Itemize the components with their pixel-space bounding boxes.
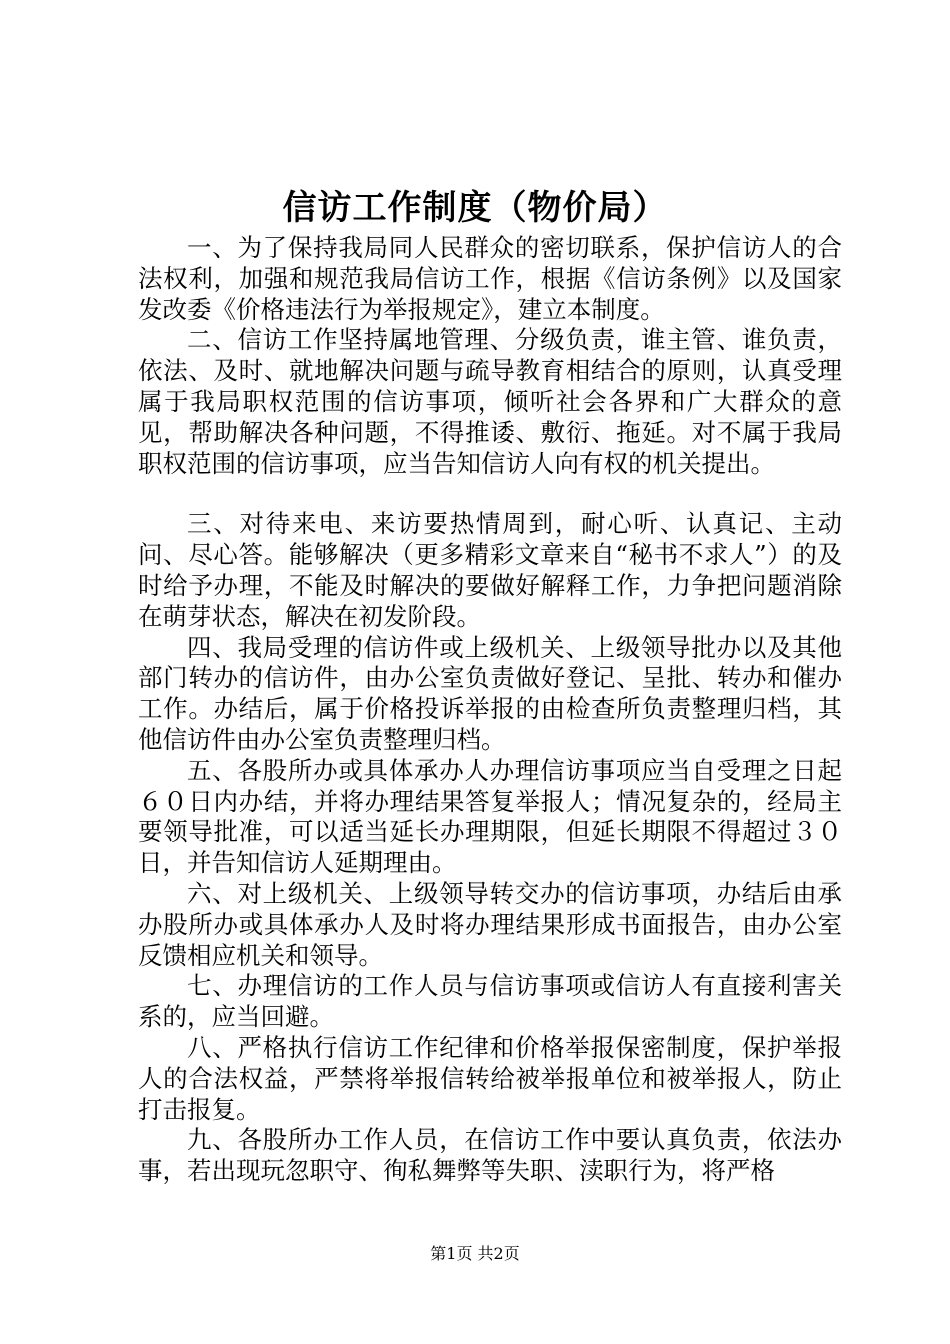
page-footer: 第1页 共2页 <box>430 1244 520 1263</box>
paragraph-4: 四、我局受理的信访件或上级机关、上级领导批办以及其他部门转办的信访件，由办公室负责做好登记、呈批、转办和催办工作。办结后，属于价格投诉举报的由检查所负责整理归档，其他信访件由办公室负责整理归档。 <box>138 632 842 754</box>
paragraph-1: 一、为了保持我局同人民群众的密切联系，保护信访人的合法权利，加强和规范我局信访工作，根据《信访条例》以及国家发改委《价格违法行为举报规定》，建立本制度。 <box>138 233 842 324</box>
paragraph-5: 五、各股所办或具体承办人办理信访事项应当自受理之日起６０日内办结，并将办理结果答复举报人；情况复杂的，经局主要领导批准，可以适当延长办理期限，但延长期限不得超过３０日，并告知信访人延期理由。 <box>138 755 842 878</box>
paragraph-3: 三、对待来电、来访要热情周到，耐心听、认真记、主动问、尽心答。能够解决（更多精彩文章来自“秘书不求人”）的及时给予办理，不能及时解决的要做好解释工作，力争把问题消除在萌芽状态，解决在初发阶段。 <box>138 509 842 631</box>
document-body <box>138 233 842 1187</box>
paragraph-8: 八、严格执行信访工作纪律和价格举报保密制度，保护举报人的合法权益，严禁将举报信转给被举报单位和被举报人，防止打击报复。 <box>138 1032 842 1124</box>
paragraph-7: 七、办理信访的工作人员与信访事项或信访人有直接利害关系的，应当回避。 <box>138 971 842 1032</box>
paragraph-2: 二、信访工作坚持属地管理、分级负责，谁主管、谁负责，依法、及时、就地解决问题与疏导教育相结合的原则，认真受理属于我局职权范围的信访事项，倾听社会各界和广大群众的意见，帮助解决各种问题，不得推诿、敷衍、拖延。对不属于我局职权范围的信访事项，应当告知信访人向有权的机关提出。 <box>138 325 842 478</box>
paragraph-6: 六、对上级机关、上级领导转交办的信访事项，办结后由承办股所办或具体承办人及时将办理结果形成书面报告，由办公室反馈相应机关和领导。 <box>138 878 842 970</box>
document-title: 信访工作制度（物价局） <box>282 188 668 228</box>
paragraph-9: 九、各股所办工作人员，在信访工作中要认真负责，依法办事，若出现玩忽职守、徇私舞弊等失职、渎职行为，将严格 <box>138 1125 842 1186</box>
